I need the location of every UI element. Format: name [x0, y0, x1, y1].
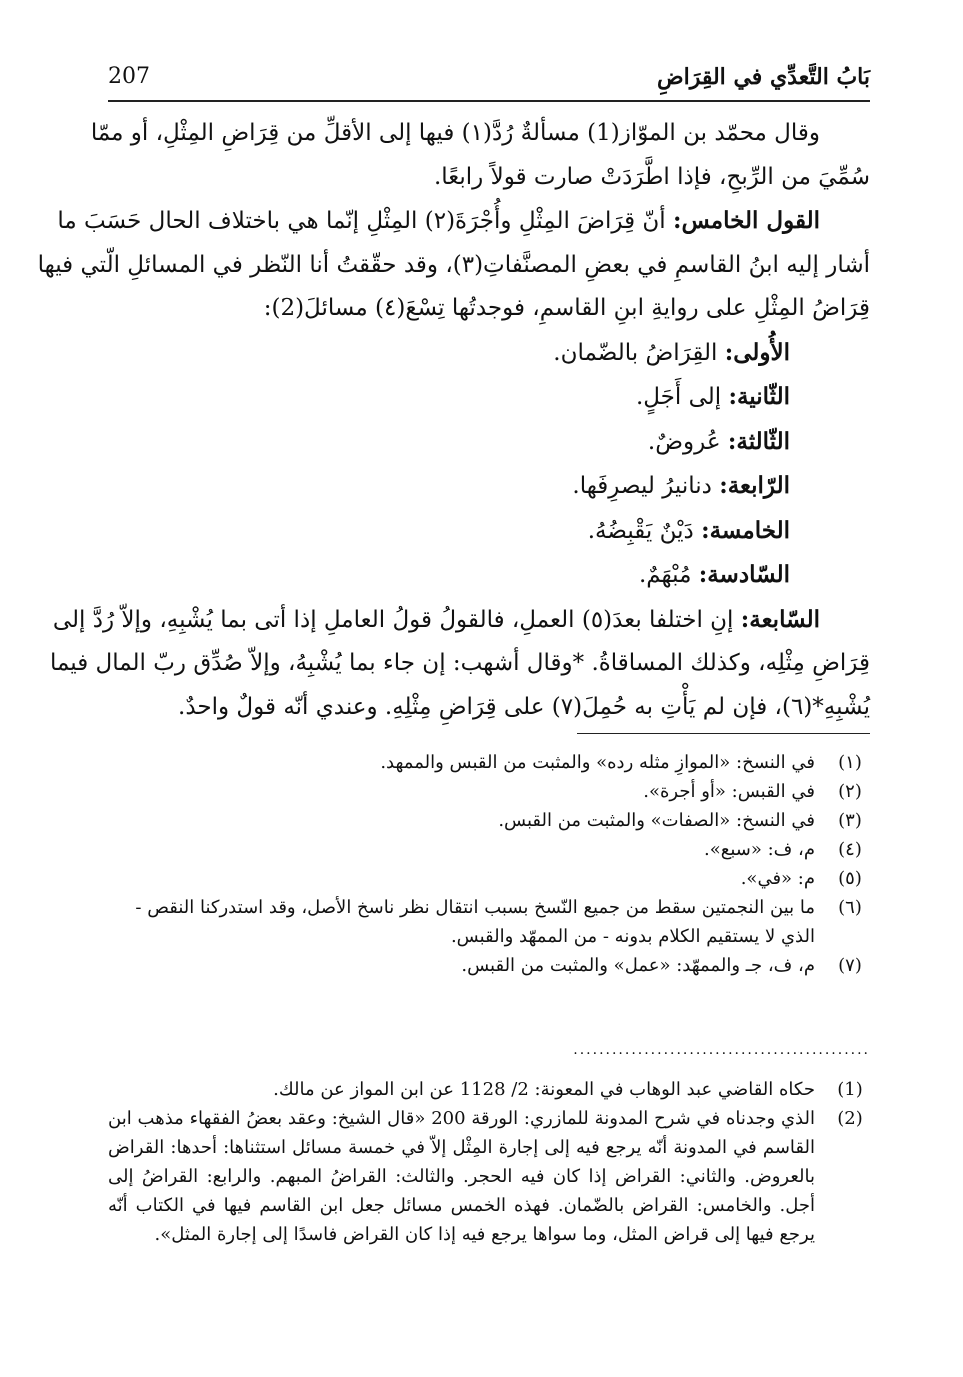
footnote-text: م، ف، جـ والممهّد: «عمل» والمثبت من القبس.	[461, 955, 815, 976]
footnote-text: ما بين النجمتين سقط من جميع النّسخ بسبب انتقال نظر ناسخ الأصل، وقد استدركنا النقص - الذي لا يستقيم الكلام بدونه - من الممهّد والقبس.	[135, 897, 815, 947]
chapter-title: بَابُ التَّعدِّي في القِرَاضِ	[657, 64, 870, 90]
text-line: يُشْبِهِ*(٦)، فإن لم يَأْتِ به حُمِلَ(٧) على قِرَاضِ مِثْلِهِ. وعندي أنّه قولٌ واحدٌ.	[178, 693, 870, 720]
footnote-number: (١)	[838, 752, 862, 773]
main-text	[37, 112, 870, 729]
footnote-number: (٣)	[838, 810, 862, 831]
text-line	[52, 598, 870, 643]
footnote-number: (2)	[837, 1108, 863, 1129]
footnote	[108, 1104, 870, 1249]
footnote	[108, 951, 870, 980]
footnote	[108, 806, 870, 835]
list-item	[108, 331, 870, 376]
page-number: 207	[108, 64, 150, 89]
item-text: مُبْهَمٌ.	[638, 562, 692, 588]
running-header	[108, 60, 870, 102]
footnote-number: (٧)	[838, 955, 862, 976]
footnote	[108, 835, 870, 864]
text-span: إنِ اختلفا بعدَ(٥) العملِ، فالقولُ قولُ العاملِ إذا أتى بما يُشْبِهِ، وإلاّ رُدَّ إلى	[52, 606, 734, 633]
item-text: دَيْنٌ يَقْبِضُهُ.	[587, 517, 694, 544]
list-item	[108, 509, 870, 554]
text-span: أنّ قِرَاضَ المِثْلِ وأُجْرَةَ(٢) المِثْلِ إنّما هي باختلاف الحال حَسَبَ ما	[57, 208, 666, 234]
footnote-text: م: «في».	[740, 868, 815, 889]
list-item	[108, 420, 870, 465]
footnote-number: (٦)	[838, 897, 862, 918]
footnote-text: في النسخ: «الصفات» والمثبت من القبس.	[498, 810, 815, 831]
item-text: عُروضٌ.	[647, 428, 721, 455]
dotted-separator: ..............................................	[573, 1042, 870, 1058]
item-label: الثّالثة:	[727, 427, 790, 455]
footnote	[108, 748, 870, 777]
footnote-text: في القبس: «أو أجرة».	[643, 781, 815, 802]
footnote-text: حكاه القاضي عبد الوهاب في المعونة: 2/ 1128 عن ابن المواز عن مالك.	[273, 1079, 815, 1100]
item-label: الخامسة:	[701, 516, 790, 544]
editor-footnotes	[108, 748, 870, 980]
text-line: سُمِّيَ من الرِّبحِ، فإذا اطَّرَدَتْ صارت قولاً رابعًا.	[433, 163, 870, 190]
item-label: الرّابعة:	[719, 472, 790, 499]
section-label: القول الخامس:	[672, 207, 820, 234]
list-item	[108, 553, 870, 598]
footnote-number: (٤)	[838, 839, 862, 860]
list-item	[108, 375, 870, 420]
footnote-number: (1)	[837, 1079, 863, 1100]
text-line: وقال محمّد بن الموّاز(1) مسألةٌ رُدَّ(١) فيها إلى الأقلِّ من قِرَاضِ المِثْلِ، أو ممّا	[90, 120, 820, 146]
footnote-text: م، ف: «سبع».	[704, 839, 815, 860]
commentary-notes	[108, 1075, 870, 1249]
footnote-number: (٥)	[838, 868, 862, 889]
footnote	[108, 777, 870, 806]
footnote	[108, 864, 870, 893]
text-line	[57, 199, 870, 244]
item-text: القِرَاضُ بالضّمان.	[553, 339, 718, 366]
footnote	[108, 893, 870, 951]
list-item	[108, 464, 870, 509]
item-text: إلى أَجَلٍ.	[635, 384, 722, 410]
text-line: أشار إليه ابنُ القاسمِ في بعضِ المصنَّفاتِ(٣)، وقد حقّقتُ أنا النّظر في المسائلِ الّتي فيها	[37, 251, 870, 278]
text-line: قِرَاضُ المِثْلِ على روايةِ ابنِ القاسمِ، فوجدتُها تِسْعَ(٤) مسائلَ(2):	[263, 295, 870, 321]
item-label: الثّانية:	[728, 383, 790, 410]
item-label: الأُولى:	[724, 338, 790, 366]
item-label: السّادسة:	[698, 561, 790, 588]
text-line: قِرَاضِ مِثْلِه، وكذلك المساقاةُ. *وقال أشهب: إن جاء بما يُشْبِهُ، وإلاّ صُدِّق ربّ المال فيما	[49, 650, 870, 676]
footnote-number: (٢)	[838, 781, 862, 802]
footnote-separator	[577, 733, 870, 734]
footnote-text: في النسخ: «الموازِ مثله رده» والمثبت من القبس والممهد.	[380, 752, 815, 773]
footnote	[108, 1075, 870, 1104]
footnote-text: الذي وجدناه في شرح المدونة للمازري: الورقة 200 «قال الشيخ: وعقد بعضُ الفقهاء مذهب ابن القاسم في المدونة أنّه يرجع فيه إلى إجارة المِثْل إلاّ في خمسة مسائل استثناها: أحدها: القراض بالعروض. والثاني: القراض إذا كان فيه الحجر. والثالث: القراضُ المبهم. والرابع: القراضُ إلى أجل. والخامس: القراض بالضّمان. فهذه الخمس مسائل جعل ابن القاسم فيها في الكتاب أنّه يرجع فيها إلى قراض المثل، وما سواها يرجع فيه إذا كان القراض فاسدًا إلى إجارة المثل».	[108, 1108, 815, 1245]
item-text: دنانيرُ ليصرِفَها.	[572, 473, 712, 499]
section-label: السّابعة:	[740, 605, 820, 633]
